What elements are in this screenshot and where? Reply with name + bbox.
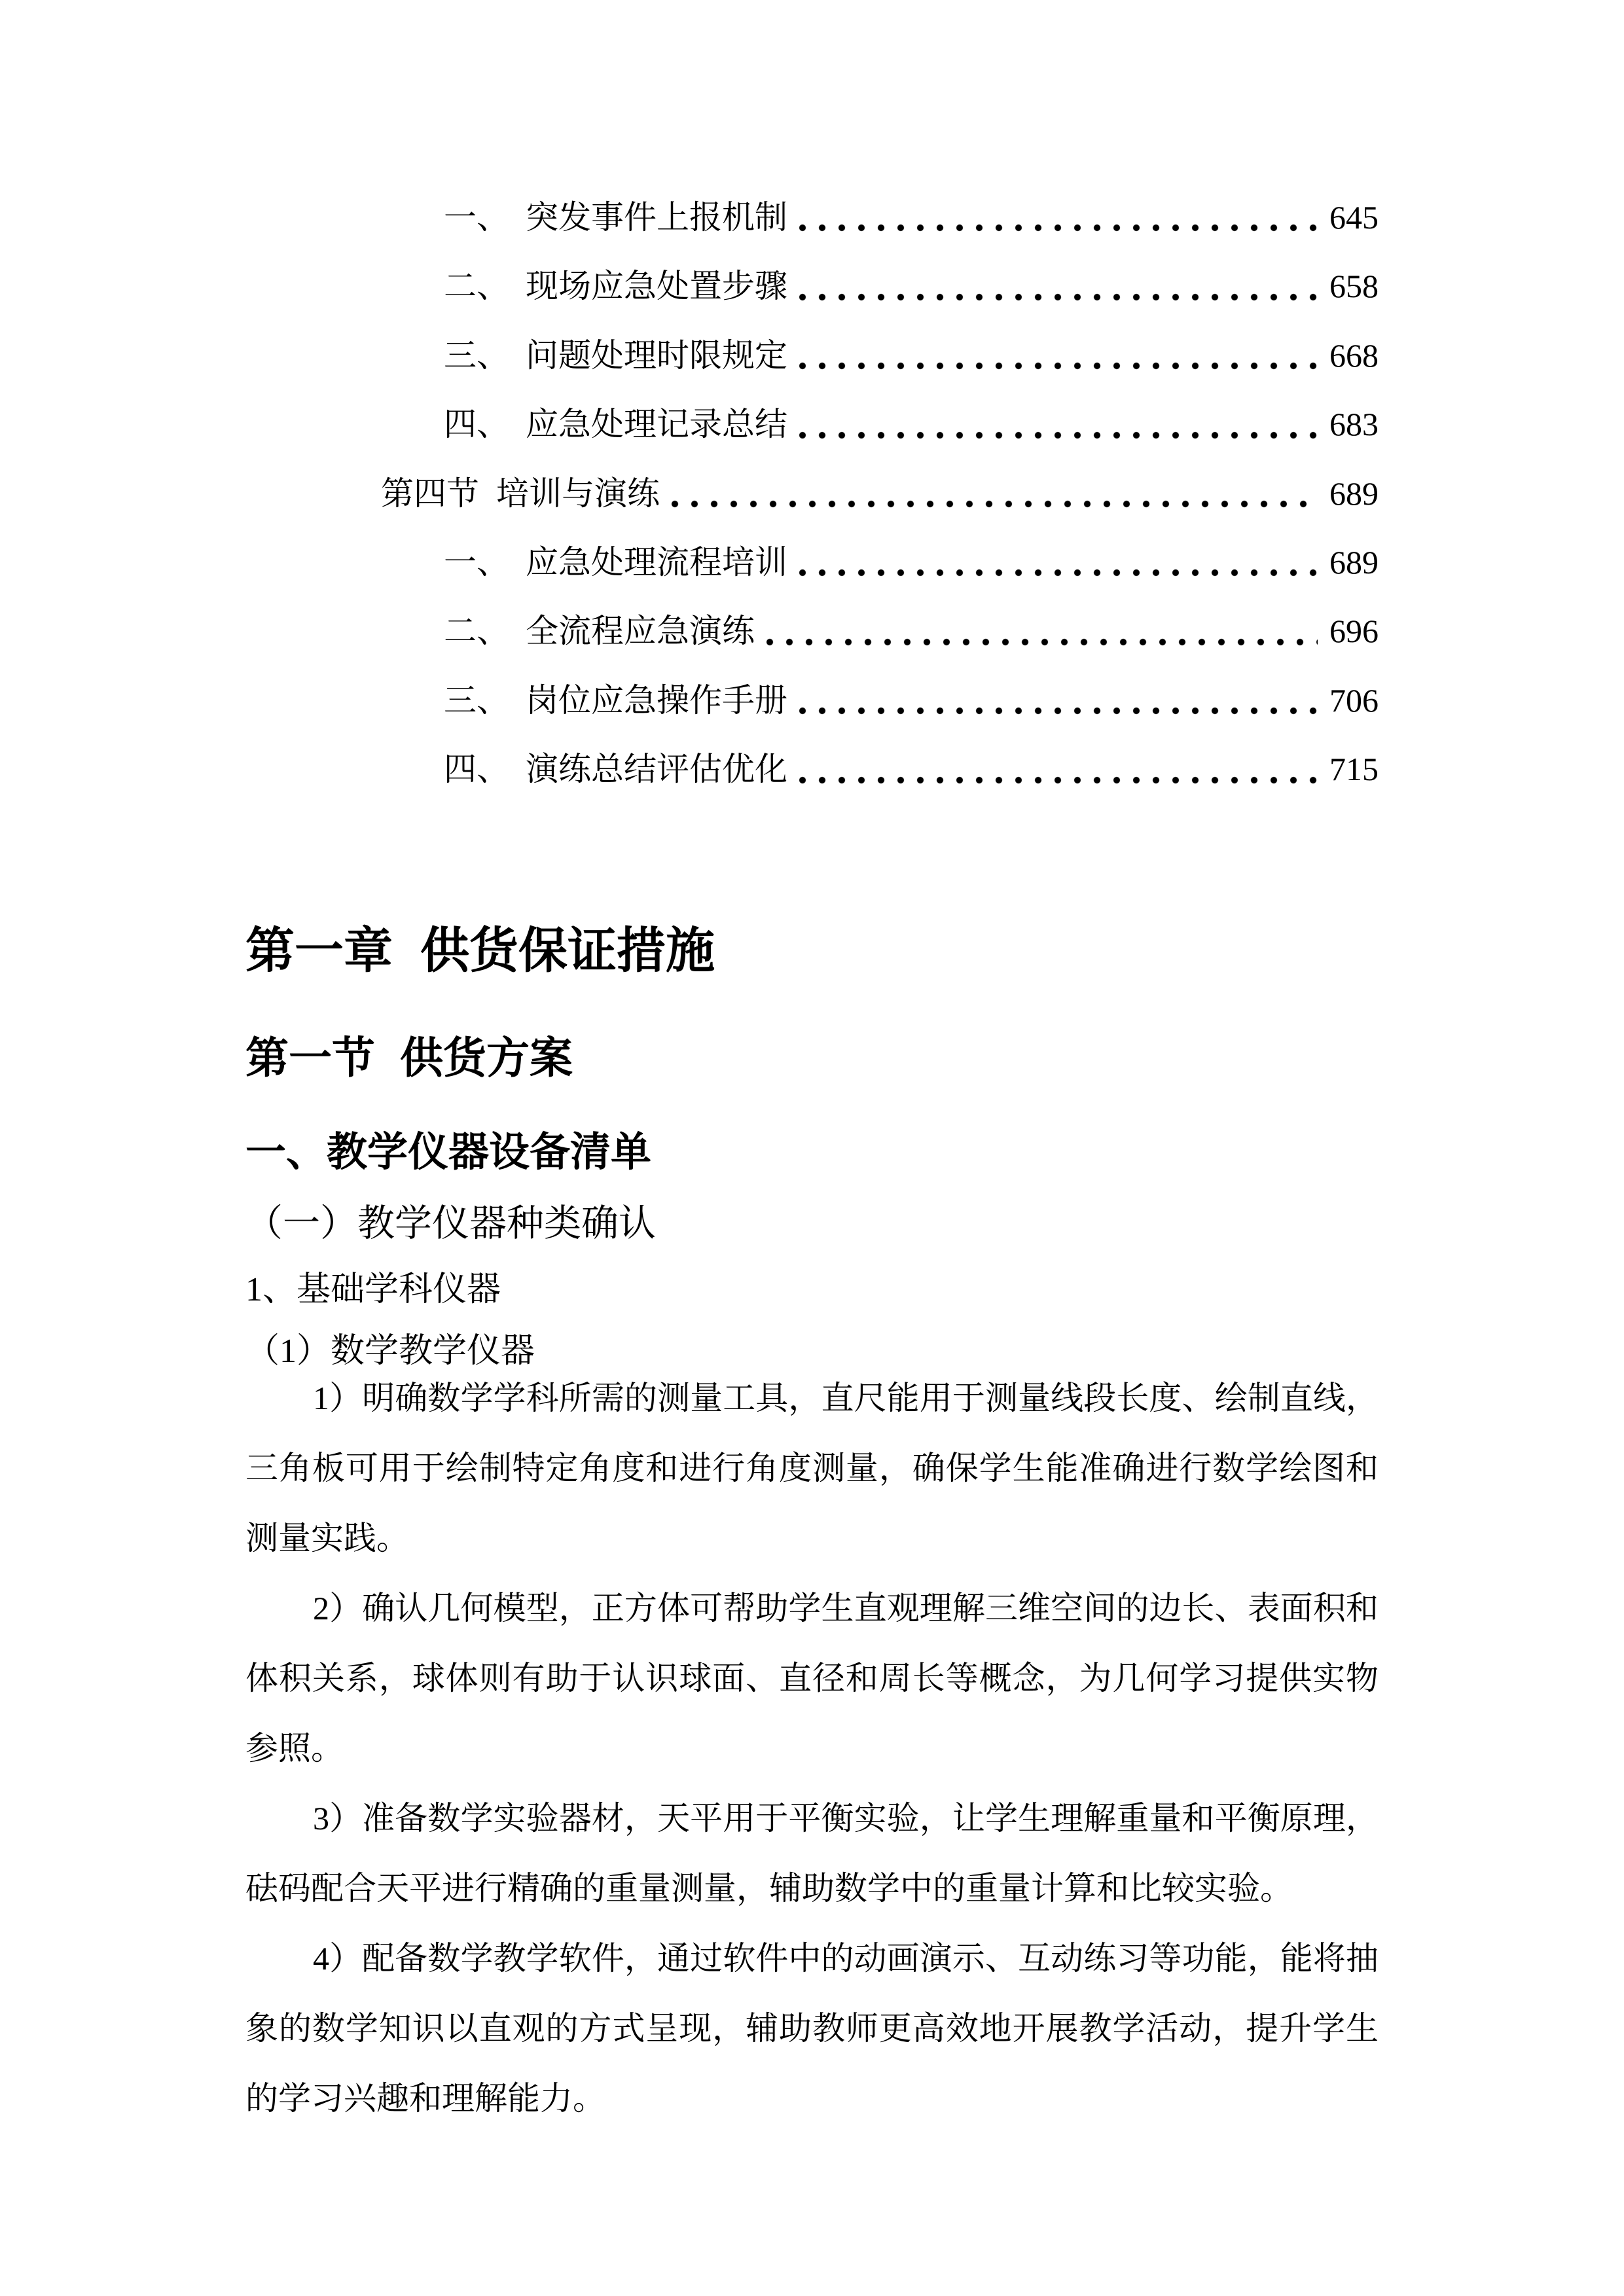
toc-dot-leader [665,459,1318,528]
toc-dot-leader [793,666,1318,735]
toc-page-number: 658 [1329,268,1379,305]
toc-page-number: 696 [1329,613,1379,650]
toc-dot-leader [793,735,1318,804]
toc-page-number: 706 [1329,681,1379,719]
chapter-number: 第一章 [245,924,393,978]
body-text [245,1363,1379,2134]
body-paragraph-2: 2）确认几何模型，正方体可帮助学生直观理解三维空间的边长、表面积和体积关系，球体则有助于认识球面、直径和周长等概念，为几何学习提供实物参照。 [245,1590,1379,1767]
toc-dot-leader [793,252,1318,321]
toc-entry-number: 四、 [444,751,509,788]
toc-entry [245,459,1379,528]
toc-page-number: 645 [1329,199,1379,236]
toc-dot-leader [760,597,1318,666]
toc-entry-title: 应急处理流程培训 [526,543,787,581]
toc-page-number: 715 [1329,751,1379,788]
section-heading [245,1026,1379,1092]
toc-dot-leader [793,390,1318,459]
toc-entry-number: 一、 [444,199,509,236]
toc-entry-title: 问题处理时限规定 [526,336,787,374]
toc-entry-number: 第四节 [381,475,479,512]
body-paragraph-4: 4）配备数学教学软件，通过软件中的动画演示、互动练习等功能，能将抽象的数学知识以直观的方式呈现，辅助教师更高效地开展教学活动，提升学生的学习兴趣和理解能力。 [245,1940,1379,2117]
toc-dot-leader [793,321,1318,390]
toc-dot-leader [793,528,1318,597]
toc-dot-leader [793,183,1318,252]
toc-entry-number: 二、 [444,613,509,650]
toc-entry [245,597,1379,666]
toc-entry-title: 现场应急处置步骤 [526,268,787,305]
toc-entry-title: 岗位应急操作手册 [526,681,787,719]
toc-entry-number: 二、 [444,268,509,305]
subsection-heading-level1: 一、教学仪器设备清单 [245,1130,652,1175]
subsection-heading-level2: （一）教学仪器种类确认 [245,1203,656,1244]
table-of-contents [245,183,1379,804]
toc-entry [245,735,1379,804]
subsection-heading-level3: 1、基础学科仪器 [245,1271,501,1308]
section-number: 第一节 [245,1035,375,1083]
toc-entry [245,390,1379,459]
toc-entry-title: 全流程应急演练 [526,613,755,650]
toc-entry-number: 一、 [444,543,509,581]
section-title: 供货方案 [400,1035,573,1083]
toc-entry-title: 应急处理记录总结 [526,406,787,443]
toc-entry-title: 演练总结评估优化 [526,751,787,788]
toc-page-number: 689 [1329,475,1379,512]
toc-entry-number: 四、 [444,406,509,443]
toc-entry [245,321,1379,390]
toc-entry [245,528,1379,597]
toc-page-number: 668 [1329,336,1379,374]
toc-entry-number: 三、 [444,336,509,374]
toc-entry [245,666,1379,735]
toc-page-number: 689 [1329,543,1379,581]
toc-page-number: 683 [1329,406,1379,443]
toc-entry [245,252,1379,321]
toc-entry-title: 突发事件上报机制 [526,199,787,236]
chapter-heading [245,915,1379,988]
chapter-title: 供货保证措施 [420,924,715,978]
body-paragraph-3: 3）准备数学实验器材，天平用于平衡实验，让学生理解重量和平衡原理，砝码配合天平进行精确的重量测量，辅助数学中的重量计算和比较实验。 [245,1800,1379,1907]
toc-entry [245,183,1379,252]
toc-entry-number: 三、 [444,681,509,719]
body-paragraph-1: 1）明确数学学科所需的测量工具，直尺能用于测量线段长度、绘制直线，三角板可用于绘制特定角度和进行角度测量，确保学生能准确进行数学绘图和测量实践。 [245,1380,1379,1556]
subsection-heading-level4: （1）数学教学仪器 [245,1333,535,1370]
toc-entry-title: 培训与演练 [496,475,660,512]
